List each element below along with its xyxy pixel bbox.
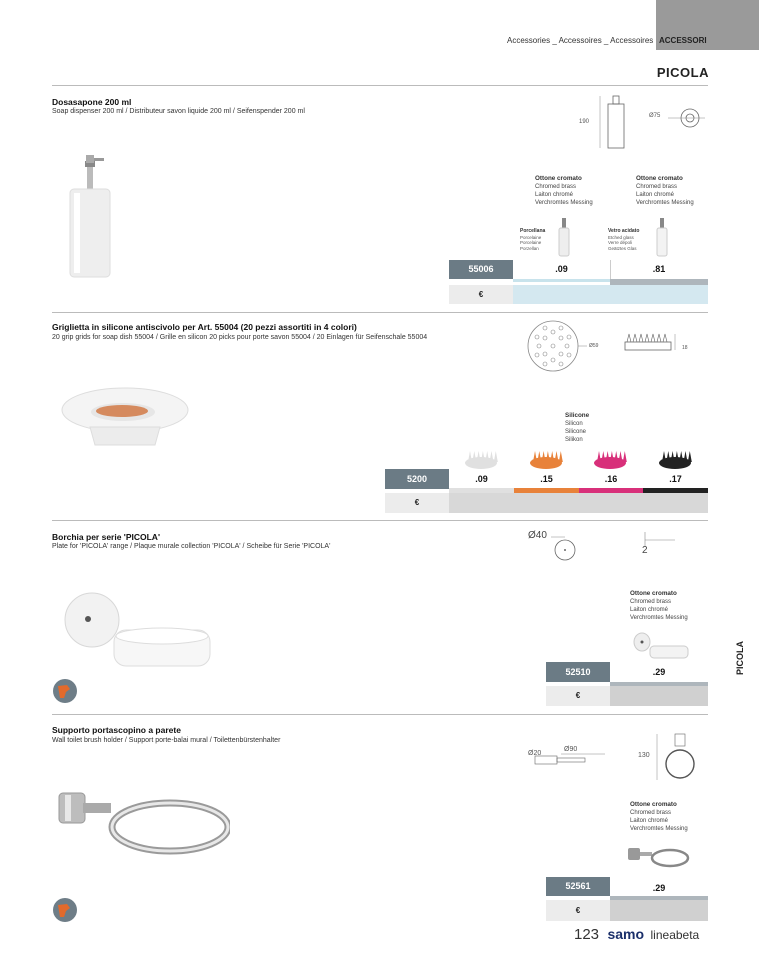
dimension-diameter: Ø20 bbox=[528, 750, 542, 757]
finish-color-bar bbox=[513, 279, 610, 282]
page-number: 123 bbox=[574, 926, 600, 943]
dimension-drawing bbox=[525, 730, 700, 790]
product-description: 20 grip grids for soap dish 55004 / Grille en silicon 20 picks pour porte savon 55004 / 20 Einlagen für Seifenschale 55004 bbox=[52, 334, 428, 341]
divider bbox=[52, 714, 708, 715]
price: .09 bbox=[475, 474, 488, 484]
price-row-fill bbox=[449, 493, 708, 513]
currency-label: € bbox=[546, 686, 610, 706]
product-title: Dosasapone 200 ml bbox=[52, 97, 132, 107]
brand-logo: samo bbox=[607, 926, 645, 942]
product-description: Plate for 'PICOLA' range / Plaque murale collection 'PICOLA' / Scheibe für Serie 'PICOLA' bbox=[52, 543, 331, 550]
price: .29 bbox=[652, 667, 666, 677]
price: .09 bbox=[555, 264, 568, 274]
dimension-depth: 2 bbox=[642, 545, 648, 556]
price-row-fill bbox=[610, 686, 708, 706]
glass-variant-image bbox=[655, 218, 669, 258]
brush-holder-finish-thumbnail bbox=[628, 843, 690, 869]
product-code: 55006 bbox=[449, 260, 513, 279]
product-title: Borchia per serie 'PICOLA' bbox=[52, 532, 160, 542]
product-title: Griglietta in silicone antiscivolo per Art. 55004 (20 pezzi assortiti in 4 colori) bbox=[52, 322, 357, 332]
dimension-height: 130 bbox=[638, 752, 650, 759]
brand-line: lineabeta bbox=[650, 928, 700, 942]
soap-dish-image bbox=[60, 385, 190, 447]
product-code: 52510 bbox=[546, 662, 610, 682]
divider bbox=[52, 85, 708, 86]
silicone-grid-swatch bbox=[657, 446, 693, 470]
plate-accessory-icon bbox=[52, 678, 78, 704]
brush-holder-image bbox=[55, 785, 230, 855]
porcelain-variant-image bbox=[557, 218, 571, 258]
product-description: Wall toilet brush holder / Support porte-balai mural / Toilettenbürstenhalter bbox=[52, 737, 281, 744]
finish-label: Ottone cromato Chromed brass Laiton chromé Verchromtes Messing bbox=[630, 590, 688, 621]
dimension-diameter: Ø90 bbox=[564, 746, 578, 753]
brush-holder-accessory-icon bbox=[52, 897, 78, 923]
product-code: 52561 bbox=[546, 877, 610, 896]
price: .29 bbox=[652, 883, 666, 893]
silicone-grid-swatch bbox=[463, 446, 499, 470]
dimension-diameter: Ø59 bbox=[589, 343, 599, 349]
breadcrumb: Accessories _ Accessoires _ Accessoires bbox=[507, 36, 654, 45]
price: .81 bbox=[652, 264, 666, 274]
product-title: Supporto portascopino a parete bbox=[52, 725, 181, 735]
price: .17 bbox=[669, 474, 682, 484]
finish-label: Vetro acidato Etched glass Verre dépoli Geätztes Glas bbox=[608, 228, 640, 251]
finish-label: Porcellana Porcelaine Porcelaine Porzellan bbox=[520, 228, 546, 251]
price-row-fill bbox=[610, 900, 708, 921]
plate-image bbox=[58, 590, 218, 670]
divider bbox=[52, 520, 708, 521]
finish-label: Ottone cromato Chromed brass Laiton chromé Verchromtes Messing bbox=[630, 801, 688, 832]
section-tab[interactable] bbox=[656, 0, 759, 50]
dimension-height: 190 bbox=[579, 119, 590, 125]
currency-label: € bbox=[385, 493, 449, 513]
price-row-fill bbox=[513, 285, 708, 304]
dimension-drawing bbox=[525, 528, 685, 563]
section-tab-label: ACCESSORI bbox=[659, 36, 707, 45]
side-section-label: PICOLA bbox=[735, 640, 746, 676]
currency-label: € bbox=[449, 285, 513, 304]
silicone-grid-swatch bbox=[528, 446, 564, 470]
plate-finish-thumbnail bbox=[632, 630, 692, 660]
finish-label: Silicone Silicon Silicone Silikon bbox=[565, 412, 590, 443]
dimension-diameter: Ø40 bbox=[528, 530, 547, 541]
page-title: PICOLA bbox=[656, 65, 709, 80]
product-code: 5200 bbox=[385, 469, 449, 489]
price: .15 bbox=[540, 474, 553, 484]
finish-label: Ottone cromato Chromed brass Laiton chromé Verchromtes Messing bbox=[636, 175, 694, 206]
soap-dispenser-image bbox=[60, 155, 120, 280]
dimension-height: 18 bbox=[682, 345, 688, 351]
price: .16 bbox=[604, 474, 618, 484]
dimension-drawing bbox=[570, 92, 720, 152]
currency-label: € bbox=[546, 900, 610, 921]
dimension-diameter: Ø75 bbox=[649, 113, 661, 119]
page-footer bbox=[574, 926, 699, 944]
divider bbox=[52, 312, 708, 313]
finish-label: Ottone cromato Chromed brass Laiton chromé Verchromtes Messing bbox=[535, 175, 593, 206]
cell-divider bbox=[610, 260, 611, 279]
silicone-grid-swatch bbox=[592, 446, 628, 470]
product-description: Soap dispenser 200 ml / Distributeur savon liquide 200 ml / Seifenspender 200 ml bbox=[52, 108, 305, 115]
